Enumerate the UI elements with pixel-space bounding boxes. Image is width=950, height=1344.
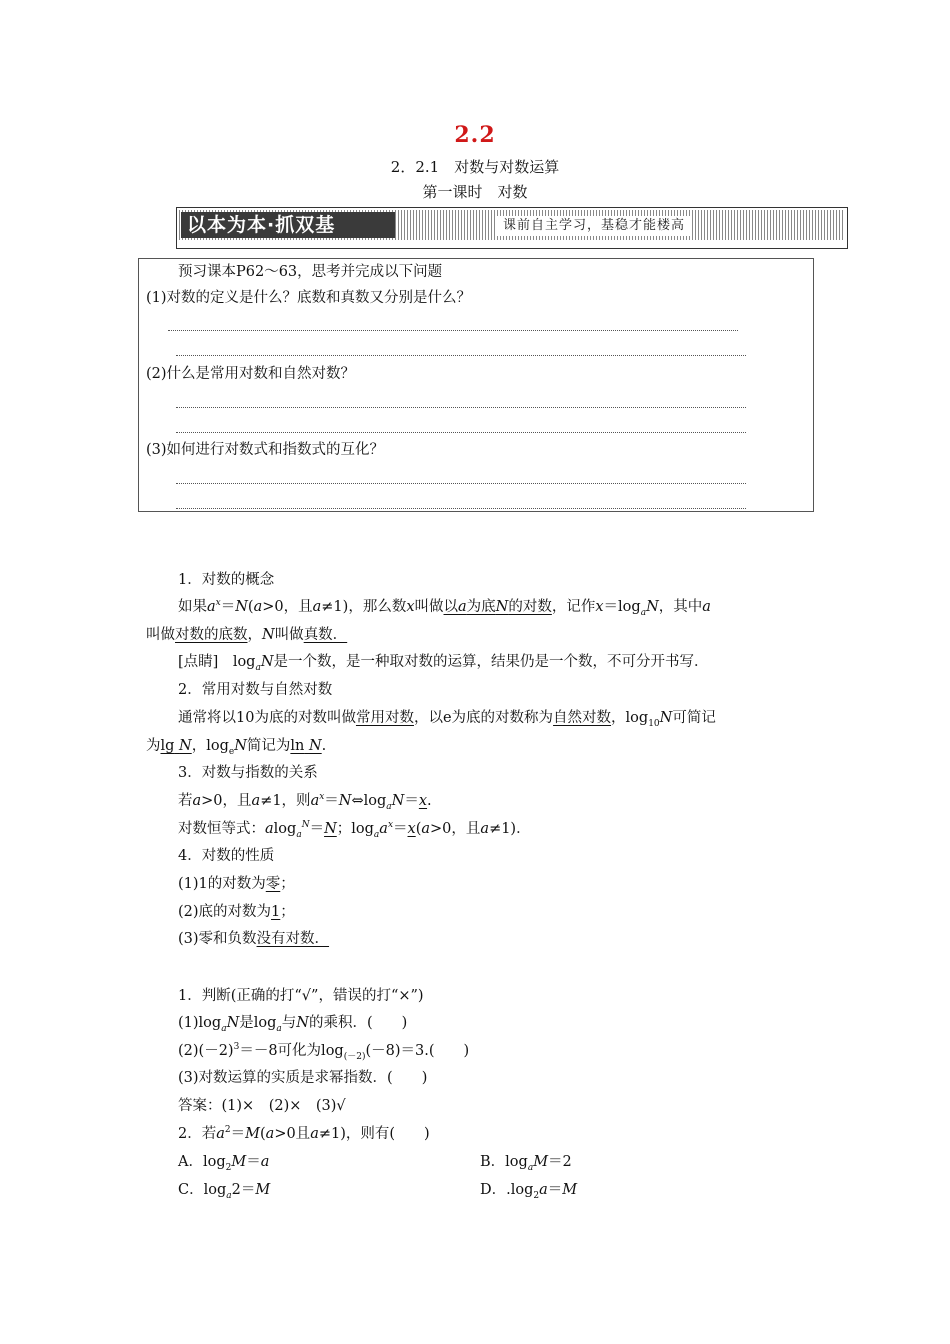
exercise-1-item-1: $(1)\log_aN$是$\log_a$与N的乘积．( ) [178,1015,408,1034]
common-log-line-2: 为lg N，$\log_eN$简记为ln N. [146,738,327,757]
note-line: [点睛] $\log_aN$是一个数，是一种取对数的运算，结果仍是一个数，不可分开书写． [178,654,709,673]
exercise-1-answer: 答案：(1)× (2)× (3)√ [178,1098,346,1114]
log-definition-line-2: 叫做对数的底数，N叫做真数． [146,627,348,643]
option-c: C．$\log_a2=M$ [178,1182,271,1201]
option-d: D．$.\log_2a=M$ [480,1182,578,1201]
section-banner [176,207,848,249]
banner-left-label: 以本为本·抓双基 [181,212,395,238]
log-definition-line-1: 如果$a^x=N(a>0$，且a≠1)，那么数x叫做以a为底N的对数，记作$x=\log_aN$，其中a [178,598,711,618]
preview-intro: 预习课本P62～63，思考并完成以下问题 [178,264,443,280]
answer-line [176,508,746,509]
preview-question-1: (1)对数的定义是什么？底数和真数又分别是什么？ [146,290,472,306]
exercise-2-title: 2．若$a^2=M(a>0$且a≠1)，则有( ) [178,1125,430,1142]
concept-heading-4: 4．对数的性质 [178,848,275,864]
lesson-title: 第一课时 对数 [422,183,528,201]
exercise-1-item-3: (3)对数运算的实质是求幂指数．( ) [178,1070,428,1086]
answer-line [176,407,746,408]
property-1: (1)1的对数为零； [178,876,295,892]
exercise-1-title: 1．判断(正确的打“√”，错误的打“×”) [178,988,424,1004]
identity-line: 对数恒等式：alog$_a^N$＝N；$\log_aa^x=x(a>0$，且a≠1)． [178,820,531,840]
preview-question-3: (3)如何进行对数式和指数式的互化？ [146,442,385,458]
relation-line: 若a>0，且a≠1，则$a^x=N\Leftrightarrow\log_aN=x$. [178,792,432,812]
answer-line [176,432,746,433]
option-a: A．$\log_2M=a$ [178,1154,270,1173]
concept-heading-2: 2．常用对数与自然对数 [178,682,333,698]
banner-right-label: 课前自主学习，基稳才能楼高 [497,216,691,236]
answer-line [176,483,746,484]
common-log-line-1: 通常将以10为底的对数叫做常用对数，以e为底的对数称为自然对数，$\log_{10}N$可简记 [178,710,716,729]
property-2: (2)底的对数为1； [178,904,295,920]
concept-heading-1: 1．对数的概念 [178,572,275,588]
preview-question-2: (2)什么是常用对数和自然对数？ [146,366,356,382]
answer-line [176,355,746,356]
exercise-1-item-2: $(2)(-2)^3=-8$可化为$\log_{(-2)}(-8)=3$.( ) [178,1042,470,1062]
subsection-title: 2．2.1 对数与对数运算 [390,158,560,176]
answer-line [168,330,738,331]
concept-heading-3: 3．对数与指数的关系 [178,765,318,781]
section-number: 2.2 [454,122,496,148]
option-b: B．$\log_aM=2$ [480,1154,572,1173]
property-3: (3)零和负数没有对数． [178,931,330,947]
